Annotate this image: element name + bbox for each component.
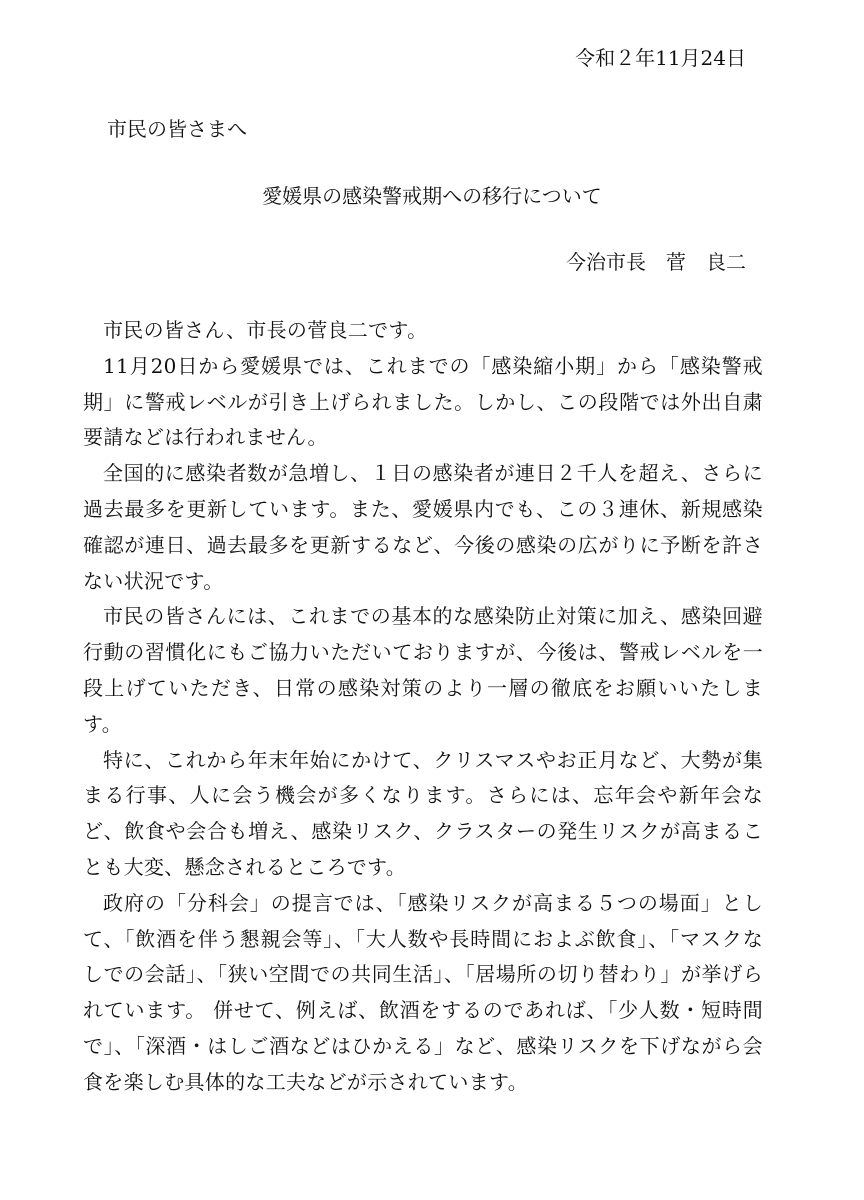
letter-date: 令和２年11月24日 <box>575 46 746 70</box>
letter-addressee: 市民の皆さまへ <box>107 117 247 141</box>
body-paragraph-request: 市民の皆さんには、これまでの基本的な感染防止対策に加え、感染回避行動の習慣化にもご協力いただいておりますが、今後は、警戒レベルを一段上げていただき、日常の感染対策のより一層の徹底をお願いいたします。 <box>83 604 763 736</box>
body-paragraph-infection-status: 全国的に感染者数が急増し、１日の感染者が連日２千人を超え、さらに過去最多を更新しています。また、愛媛県内でも、この３連休、新規感染確認が連日、過去最多を更新するなど、今後の感染の広がりに予断を許さない状況です。 <box>83 461 763 593</box>
letter-author: 今治市長 菅 良二 <box>566 250 746 274</box>
body-paragraph-alert-level: 11月20日から愛媛県では、これまでの「感染縮小期」から「感染警戒期」に警戒レベルが引き上げられました。しかし、この段階では外出自粛要請などは行われません。 <box>83 353 763 450</box>
letter-title: 愛媛県の感染警戒期への移行について <box>262 184 602 208</box>
body-paragraph-greeting: 市民の皆さん、市長の菅良二です。 <box>103 318 428 342</box>
body-paragraph-government-advice: 政府の「分科会」の提言では、「感染リスクが高まる５つの場面」として、「飲酒を伴う懇親会等」、「大人数や長時間におよぶ飲食」、「マスクなしでの会話」、「狭い空間での共同生活」、「居場所の切り替わり」が挙げられています。 併せて、例えば、飲酒をするのであれば、「少人数・短時間で」、「深酒・はしご酒などはひかえる」など、感染リスクを下げながら会食を楽しむ具体的な工夫などが示されています。 <box>83 890 763 1094</box>
letter-body <box>83 313 763 1101</box>
body-paragraph-year-end: 特に、これから年末年始にかけて、クリスマスやお正月など、大勢が集まる行事、人に会う機会が多くなります。さらには、忘年会や新年会など、飲食や会合も増え、感染リスク、クラスターの発生リスクが高まることも大変、懸念されるところです。 <box>83 747 763 879</box>
